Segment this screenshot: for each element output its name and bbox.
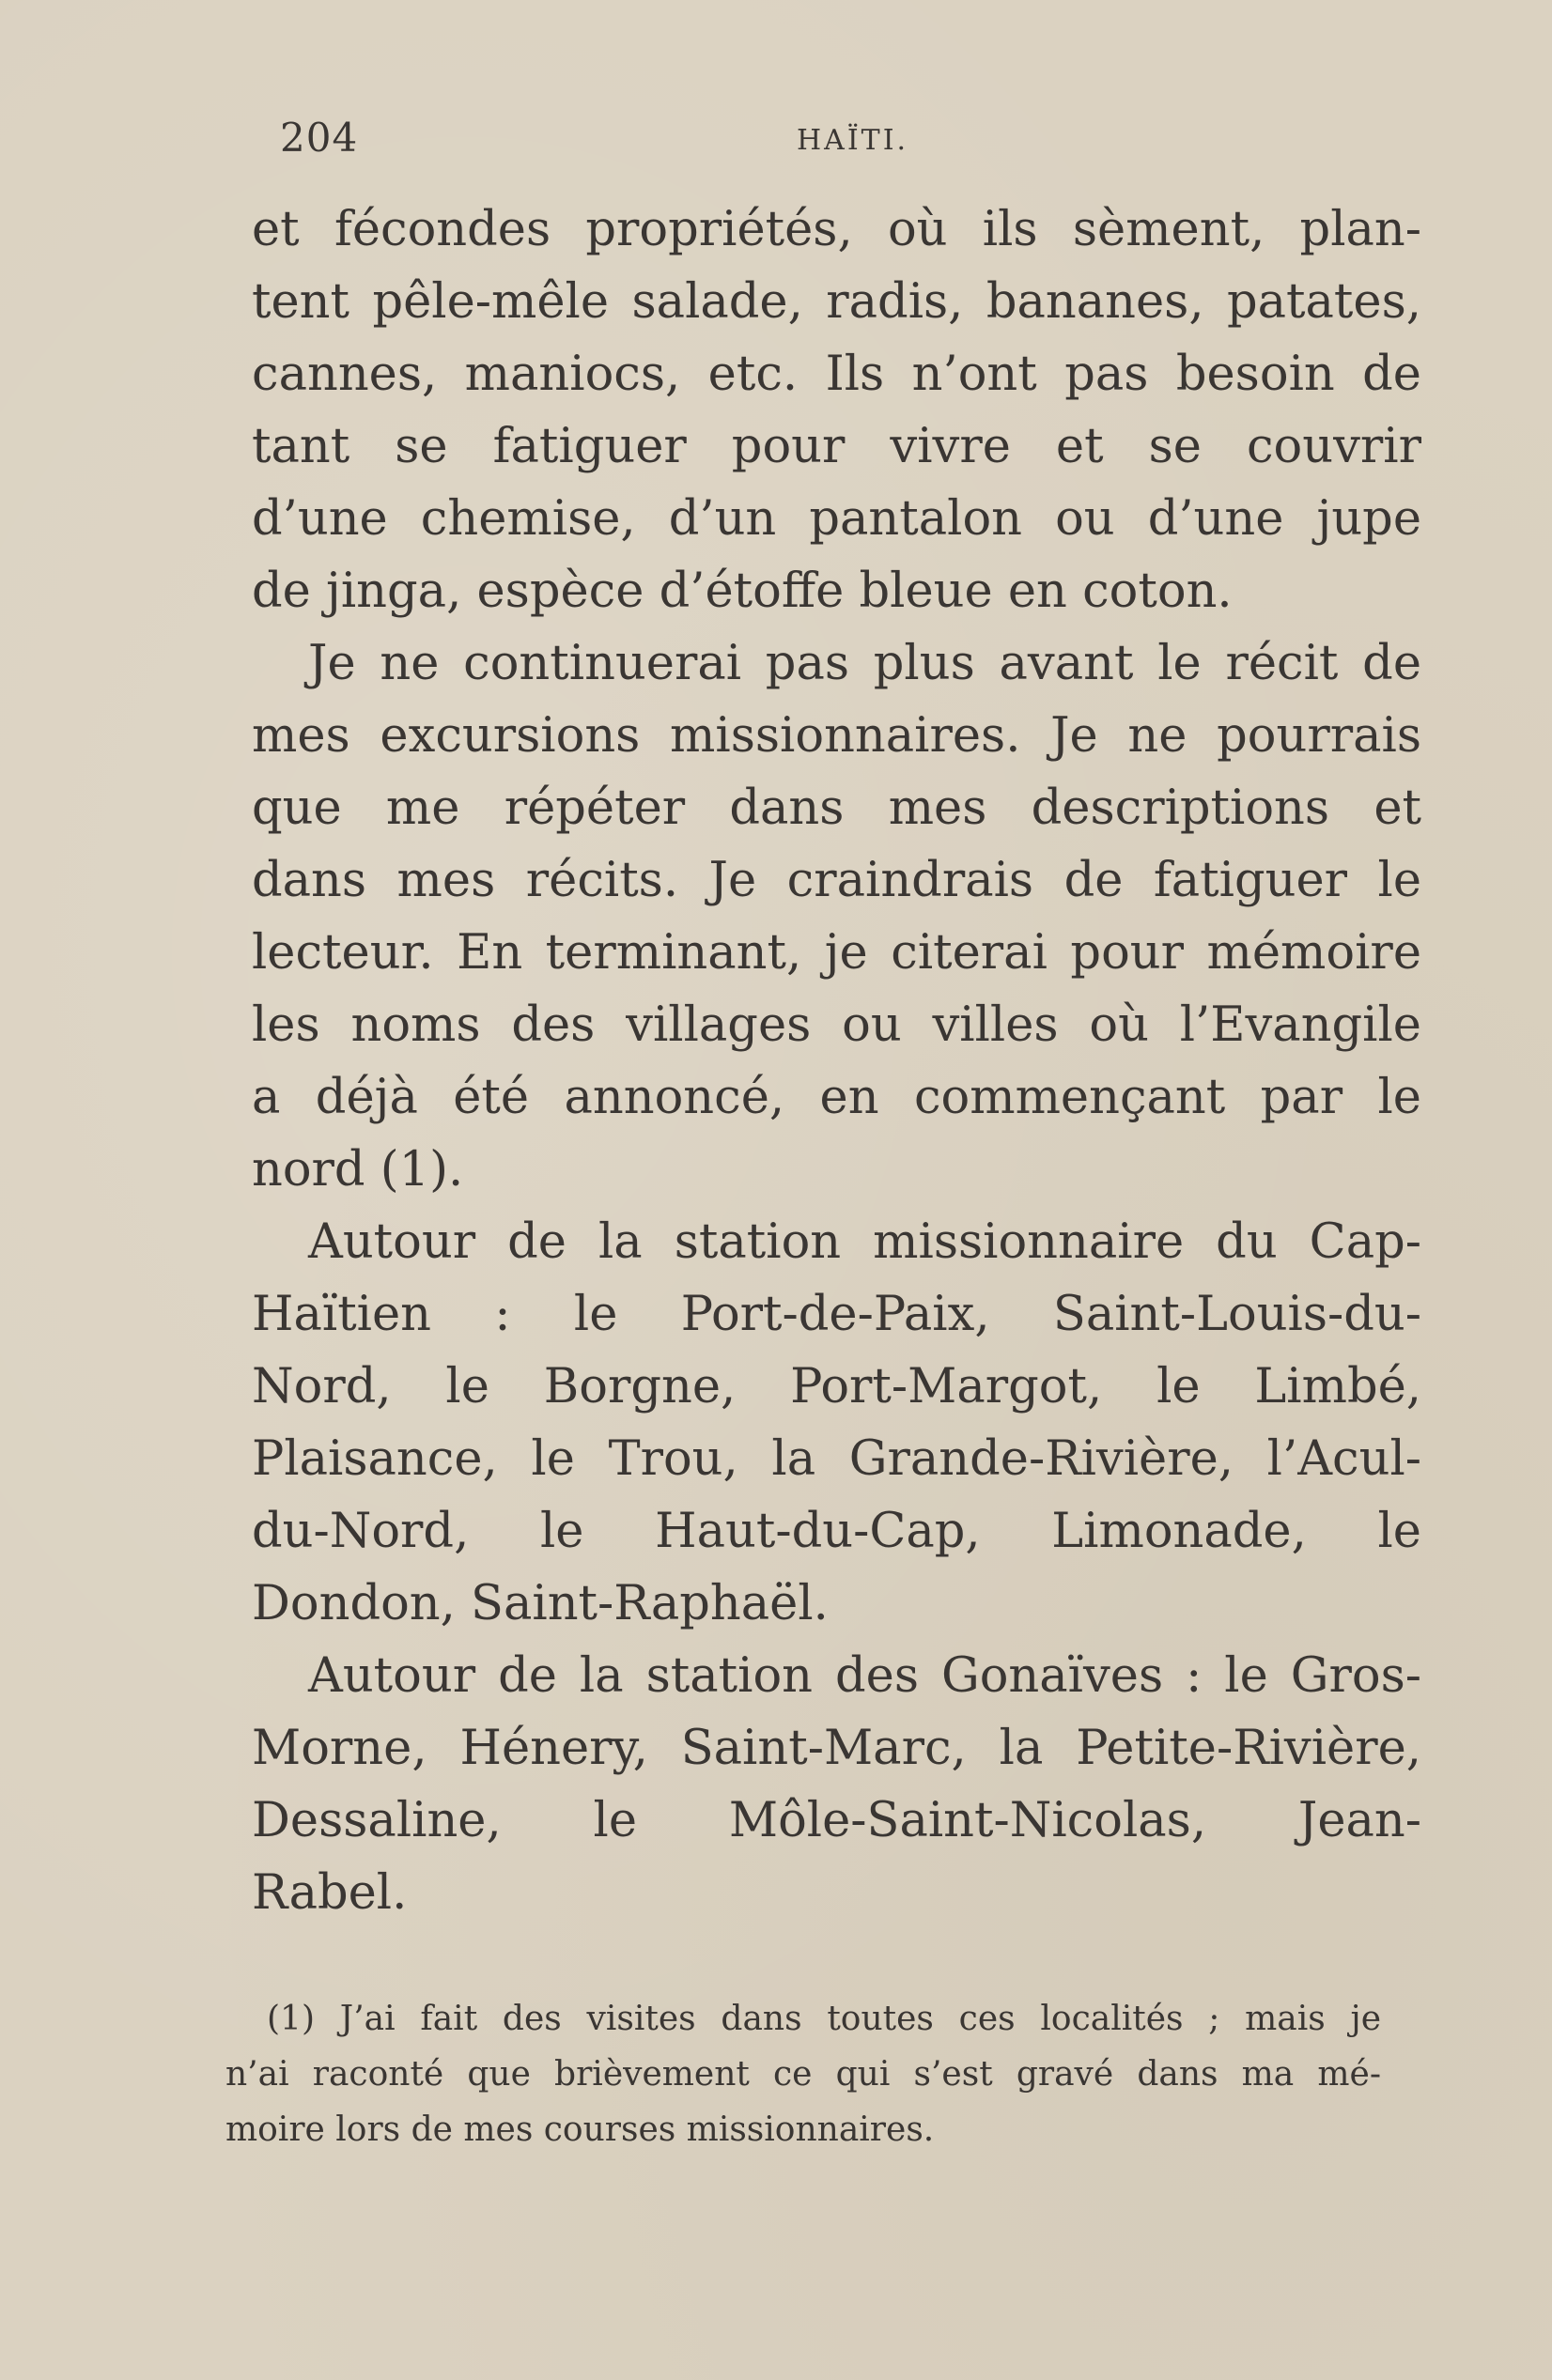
text-line: du-Nord, le Haut-du-Cap, Limonade, le (252, 1504, 1421, 1559)
running-title: HAÏTI. (797, 124, 909, 157)
text-line: Rabel. (252, 1865, 408, 1921)
text-line: mes excursions missionnaires. Je ne pourrais (252, 708, 1421, 764)
text-line: d’une chemise, d’un pantalon ou d’une jupe (252, 491, 1421, 547)
footnote-line: n’ai raconté que brièvement ce qui s’est gravé dans ma mé- (225, 2055, 1381, 2094)
text-line: Je ne continuerai pas plus avant le récit de (308, 636, 1421, 691)
text-line: Haïtien : le Port-de-Paix, Saint-Louis-du- (252, 1287, 1421, 1342)
text-line: tant se fatiguer pour vivre et se couvrir (252, 419, 1421, 474)
footnote (225, 1991, 1381, 2157)
text-line: nord (1). (252, 1142, 464, 1198)
text-line: Plaisance, le Trou, la Grande-Rivière, l’Acul- (252, 1431, 1421, 1487)
text-line: Morne, Hénery, Saint-Marc, la Petite-Rivière, (252, 1721, 1421, 1776)
text-line: cannes, maniocs, etc. Ils n’ont pas besoin de (252, 347, 1421, 402)
text-line: Autour de la station missionnaire du Cap- (308, 1214, 1421, 1270)
text-line: les noms des villages ou villes où l’Evangile (252, 997, 1421, 1053)
text-line: que me répéter dans mes descriptions et (252, 780, 1421, 836)
text-line: de jinga, espèce d’étoffe bleue en coton. (252, 564, 1233, 619)
page-number: 204 (280, 115, 359, 161)
text-line: a déjà été annoncé, en commençant par le (252, 1070, 1421, 1125)
text-line: dans mes récits. Je craindrais de fatiguer le (252, 853, 1421, 908)
text-line: et fécondes propriétés, où ils sèment, plan- (252, 202, 1421, 257)
footnote-line: (1) J’ai fait des visites dans toutes ces localités ; mais je (267, 2000, 1381, 2038)
text-line: Dondon, Saint-Raphaël. (252, 1576, 829, 1631)
page-header (280, 115, 1417, 171)
body-text (252, 193, 1421, 1929)
text-line: Autour de la station des Gonaïves : le Gros- (308, 1648, 1421, 1704)
footnote-line: moire lors de mes courses missionnaires. (225, 2110, 935, 2149)
text-line: Dessaline, le Môle-Saint-Nicolas, Jean- (252, 1793, 1421, 1848)
text-line: lecteur. En terminant, je citerai pour mémoire (252, 925, 1421, 981)
text-line: Nord, le Borgne, Port-Margot, le Limbé, (252, 1359, 1421, 1414)
text-line: tent pêle-mêle salade, radis, bananes, patates, (252, 274, 1421, 330)
